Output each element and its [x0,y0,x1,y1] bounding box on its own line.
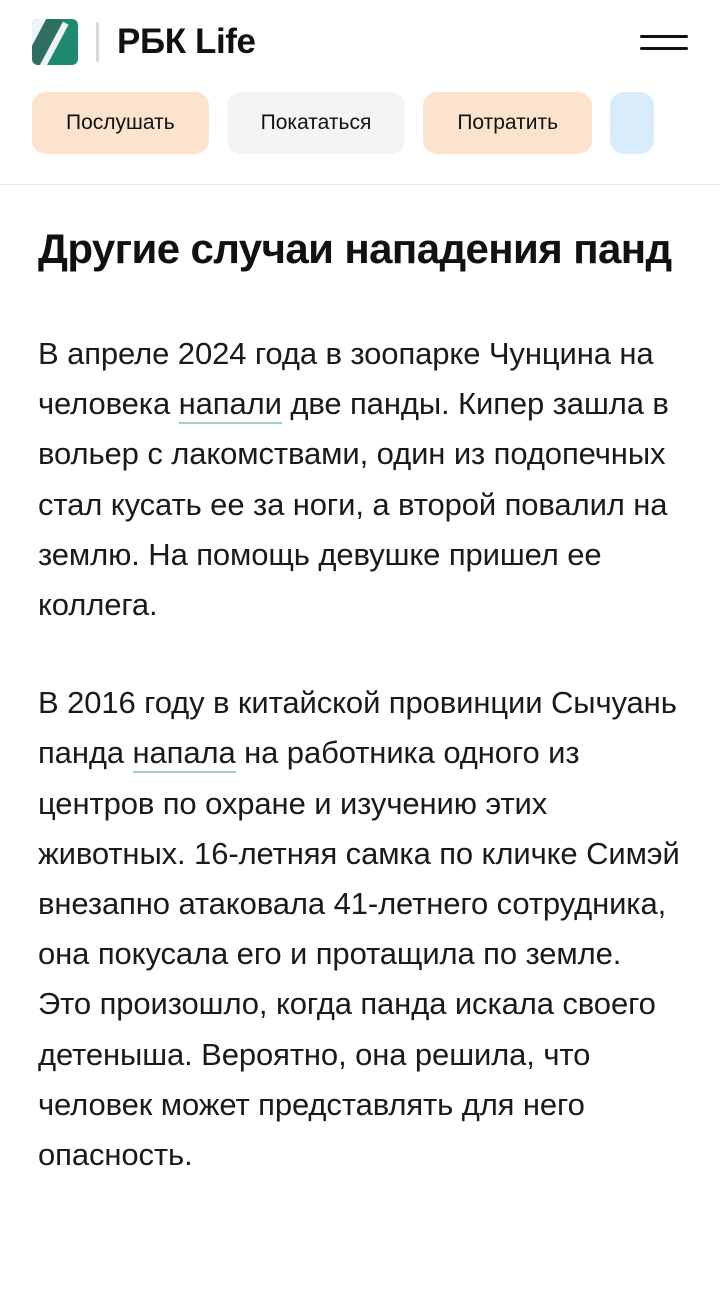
paragraph-2-text-before: В 2016 году в китайской провинции Сычуань панда [38,685,677,771]
article-heading: Другие случаи нападения панд [38,225,672,272]
paragraph-2-text-after: на работника одного из центров по охране и изучению этих животных. 16-летняя самка по кличке Симэй внезапно атаковала 41-летнего сотрудника, она покусала его и протащила по земле. Это произошло, когда панда искала своего детеныша. Вероятно, она решила, что человек может представлять для него опасность. [38,735,680,1173]
chip-potratit[interactable]: Потратить [423,92,592,154]
paragraph-1-text-after: две панды. Кипер зашла в вольер с лакомствами, один из подопечных стал кусать ее за ноги, а второй повалил на землю. На помощь девушке пришел ее коллега. [38,386,669,622]
hamburger-menu-icon[interactable] [640,25,688,59]
brand[interactable] [32,19,256,65]
link-napali[interactable]: напали [179,386,282,424]
hamburger-line [640,47,688,50]
paragraph-1-text-before: В апреле 2024 года в зоопарке Чунцина на человека [38,335,654,422]
article-paragraph-2 [38,678,682,1180]
hamburger-line [640,35,688,38]
chip-poslushat[interactable]: Послушать [32,92,209,154]
link-napala[interactable]: напала [133,735,236,773]
site-header [0,0,720,84]
chip-pokatatsya[interactable]: Покататься [227,92,406,154]
article-paragraph-1 [38,329,682,630]
rbc-logo-icon [32,19,78,65]
brand-divider [96,22,99,62]
category-chips [0,84,720,184]
article-body [0,185,720,1180]
chip-next-partial[interactable] [610,92,654,154]
brand-title: РБК Life [117,22,256,61]
